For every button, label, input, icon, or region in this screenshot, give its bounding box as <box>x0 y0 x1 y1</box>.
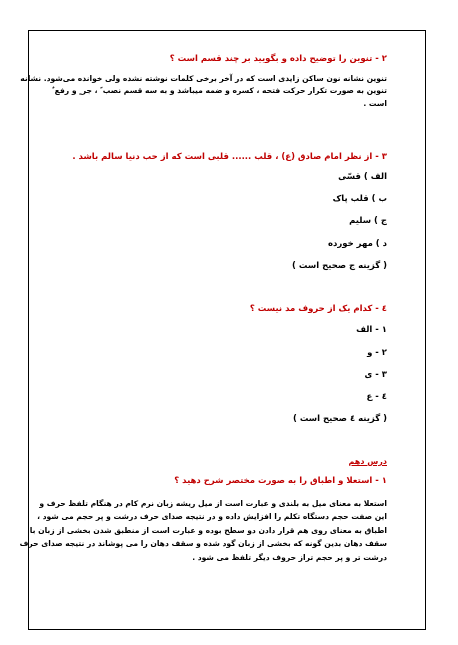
lesson-answer-line-1: استعلا به معنای میل به بلندی و عبارت است از میل ریشه زبان نرم کام در هنگام تلفظ حرف و <box>39 499 387 508</box>
lesson-answer-line-5: درشت تر و پر حجم تراز حروف دیگر تلفظ می شود . <box>192 553 387 562</box>
q3-option-b: ب ) قلب پاک <box>332 194 387 204</box>
q4-option-4: ٤ - ع <box>366 392 387 402</box>
q2-answer-line-2: تنوین به صورت تکرار حرکت فتحه ، کسره و ضمه میباشد و به سه قسم نصب ً ، جر ٍ و رفع ٌ <box>52 86 387 95</box>
question-2: ۲ - تنوین را توضیح داده و بگویید بر چند قسم است ؟ <box>169 54 387 64</box>
lesson-heading: درس دهم <box>348 457 387 466</box>
q3-option-a: الف ) قسّی <box>338 172 387 182</box>
lesson-question-1: ١ - استعلا و اطباق را به صورت مختصر شرح دهید ؟ <box>174 476 387 486</box>
q4-option-1: ١ - الف <box>356 325 387 335</box>
q3-option-d: د ) مهر خورده <box>327 239 387 249</box>
q4-answer: ( گزینه ٤ صحیح است ) <box>292 414 387 424</box>
question-4: ٤ - کدام یک از حروف مد نیست ؟ <box>249 304 387 314</box>
lesson-answer-line-2: این صفت حجم دستگاه تکلم را افزایش داده و در نتیجه صدای حرف درشت و پر حجم می شود ، <box>37 512 387 521</box>
question-3: ۳ - از نظر امام صادق (ع) ، قلب ...... قلبی است که از حب دنیا سالم باشد . <box>72 152 387 162</box>
lesson-answer-line-3: اطباق به معنای روی هم قرار دادن دو سطح بوده و عبارت است از منطبق شدن بخشی از زبان با <box>29 526 387 535</box>
q3-option-c: ج ) سلیم <box>349 216 387 226</box>
q4-option-2: ٢ - و <box>367 348 387 358</box>
document-page <box>19 30 426 630</box>
q3-answer: ( گزینه ج صحیح است ) <box>292 261 387 271</box>
page-content <box>19 31 427 631</box>
q2-answer-line-1: تنوین نشانه نون ساکن زایدی است که در آخر برخی کلمات نوشته نشده ولی خوانده می‌شود. نشانه <box>20 74 387 83</box>
q2-answer-line-3: است . <box>363 99 387 108</box>
lesson-answer-line-4: سقف دهان بدین گونه که بخشی از زبان گود شده و سقف دهان را می پوشاند در نتیجه صدای حرف <box>19 539 387 548</box>
q4-option-3: ٣ - ی <box>364 370 387 380</box>
